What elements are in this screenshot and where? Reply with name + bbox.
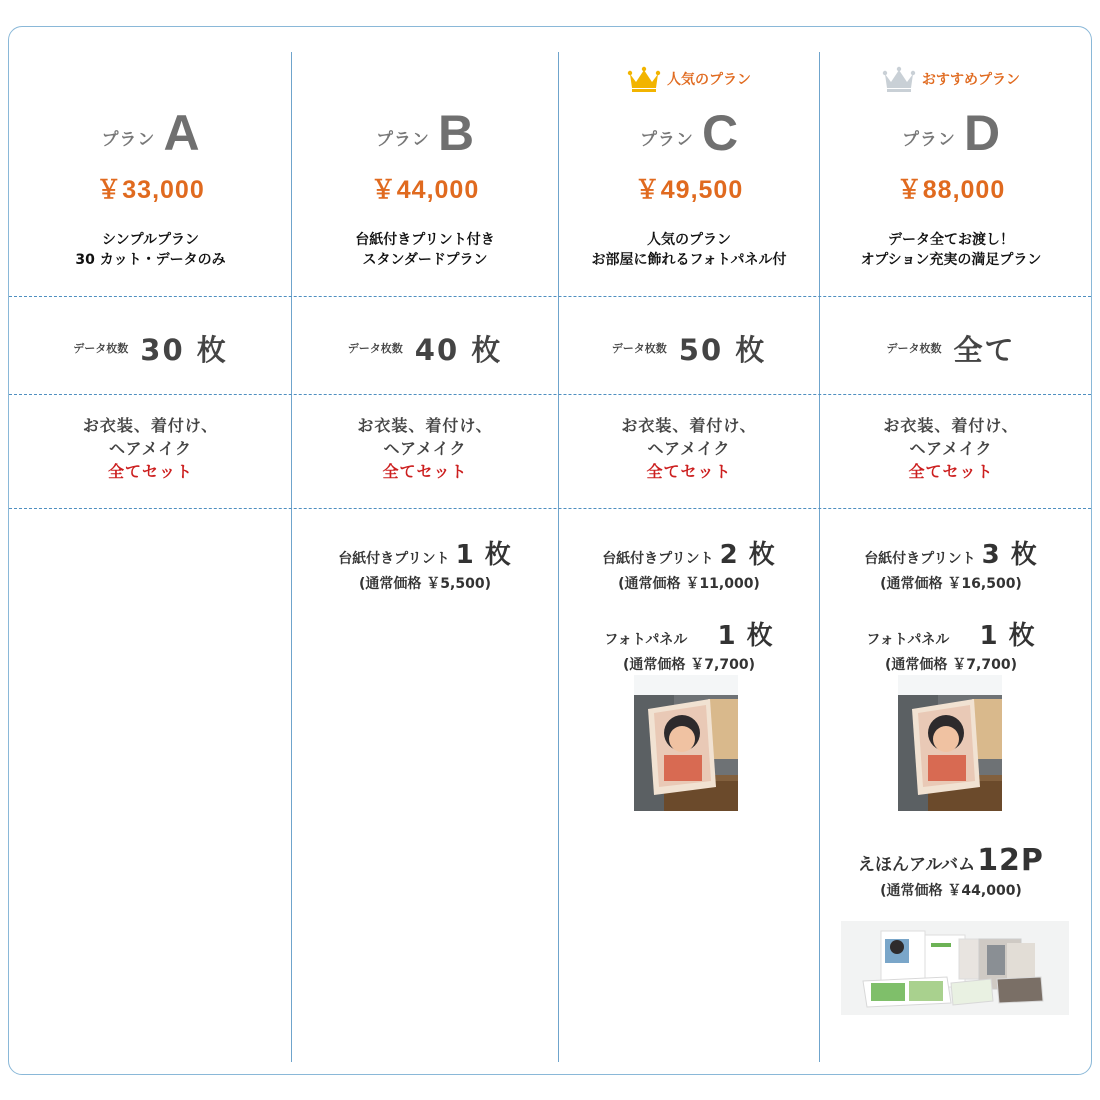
- item-count: 1 枚: [979, 621, 1036, 651]
- plan-title: [820, 100, 1082, 161]
- plan-description: [820, 230, 1082, 270]
- plan-d-column: [820, 0, 1082, 1100]
- data-count-value: 50 枚: [678, 332, 767, 367]
- description-line: オプション充実の満足プラン: [860, 252, 1042, 268]
- plan-letter: D: [963, 105, 1001, 161]
- costume-info: [10, 414, 291, 483]
- description-line: 人気のプラン: [647, 232, 731, 248]
- item-regular-price: (通常価格 ￥11,000): [618, 576, 760, 592]
- costume-line: ヘアメイク: [909, 439, 993, 458]
- costume-line: お衣装、着付け、: [357, 416, 493, 435]
- costume-line: ヘアメイク: [647, 439, 731, 458]
- data-count-value: 30 枚: [140, 332, 228, 367]
- plan-price: ￥33,000: [96, 176, 205, 204]
- costume-line: お衣装、着付け、: [82, 416, 219, 435]
- data-count-row: [10, 326, 291, 370]
- costume-all-set: 全てセット: [382, 462, 468, 481]
- data-count-value: 全て: [953, 332, 1016, 367]
- data-count-label: データ枚数: [347, 342, 403, 355]
- data-count-label: データ枚数: [611, 342, 667, 355]
- item-label: フォトパネル: [866, 632, 950, 648]
- plan-price: ￥88,000: [896, 176, 1006, 204]
- item-label: フォトパネル: [604, 632, 688, 648]
- plan-letter: C: [701, 105, 739, 161]
- plan-description: [292, 230, 558, 270]
- costume-info: [820, 414, 1082, 483]
- item-photo-panel: [559, 615, 819, 674]
- costume-all-set: 全てセット: [908, 462, 994, 481]
- item-regular-price: (通常価格 ￥7,700): [623, 657, 755, 673]
- plan-badge-label: 人気のプラン: [667, 72, 751, 88]
- item-count: 12P: [977, 843, 1044, 878]
- item-photo-panel: [820, 615, 1082, 674]
- costume-line: お衣装、着付け、: [621, 416, 757, 435]
- costume-info: [292, 414, 558, 483]
- item-mounted-print: [559, 534, 819, 593]
- description-line: 30 カット・データのみ: [75, 252, 226, 268]
- gold-crown-icon: [627, 64, 661, 94]
- item-regular-price: (通常価格 ￥7,700): [885, 657, 1017, 673]
- plan-badge-label: おすすめプラン: [921, 72, 1021, 88]
- plan-c-column: [559, 0, 819, 1100]
- plan-b-column: [292, 0, 558, 1100]
- description-line: シンプルプラン: [101, 232, 200, 248]
- plan-badge: [820, 62, 1082, 96]
- plan-prefix: プラン: [639, 130, 694, 150]
- plan-a-column: [10, 0, 291, 1100]
- item-label: 台紙付きプリント: [602, 551, 714, 567]
- plan-title: [10, 100, 291, 161]
- description-line: データ全てお渡し！: [888, 232, 1014, 248]
- item-count: 3 枚: [981, 540, 1038, 570]
- data-count-value: 40 枚: [414, 332, 503, 367]
- plan-letter: B: [437, 105, 475, 161]
- photo-panel-image: [898, 675, 1002, 811]
- item-count: 1 枚: [455, 540, 512, 570]
- item-count: 1 枚: [717, 621, 774, 651]
- item-label: 台紙付きプリント: [864, 551, 976, 567]
- costume-all-set: 全てセット: [646, 462, 732, 481]
- costume-line: ヘアメイク: [109, 439, 192, 458]
- silver-crown-icon: [882, 64, 916, 94]
- photo-panel-image: [634, 675, 738, 811]
- plan-letter: A: [163, 105, 200, 161]
- item-label: 台紙付きプリント: [338, 551, 450, 567]
- item-label: えほんアルバム: [858, 855, 976, 875]
- plan-description: [10, 230, 291, 270]
- plan-price: ￥44,000: [370, 176, 480, 204]
- plan-prefix: プラン: [101, 130, 156, 150]
- item-count: 2 枚: [719, 540, 776, 570]
- plan-badge: [559, 62, 819, 96]
- data-count-row: [292, 326, 558, 370]
- costume-info: [559, 414, 819, 483]
- album-image: [841, 921, 1069, 1015]
- item-picture-book-album: [820, 843, 1082, 900]
- costume-all-set: 全てセット: [107, 462, 193, 481]
- data-count-label: データ枚数: [886, 342, 942, 355]
- description-line: スタンダードプラン: [362, 252, 488, 268]
- costume-line: ヘアメイク: [383, 439, 467, 458]
- data-count-label: データ枚数: [73, 342, 129, 355]
- plan-prefix: プラン: [375, 130, 430, 150]
- plan-title: [292, 100, 558, 161]
- description-line: お部屋に飾れるフォトパネル付: [591, 252, 787, 268]
- plan-description: [559, 230, 819, 270]
- item-regular-price: (通常価格 ￥44,000): [880, 883, 1022, 899]
- plan-price: ￥49,500: [634, 176, 744, 204]
- plan-prefix: プラン: [901, 130, 956, 150]
- data-count-row: [559, 326, 819, 370]
- item-mounted-print: [820, 534, 1082, 593]
- data-count-row: [820, 326, 1082, 370]
- costume-line: お衣装、着付け、: [883, 416, 1019, 435]
- item-regular-price: (通常価格 ￥16,500): [880, 576, 1022, 592]
- item-regular-price: (通常価格 ￥5,500): [359, 576, 491, 592]
- item-mounted-print: [292, 534, 558, 593]
- plan-title: [559, 100, 819, 161]
- description-line: 台紙付きプリント付き: [355, 232, 495, 248]
